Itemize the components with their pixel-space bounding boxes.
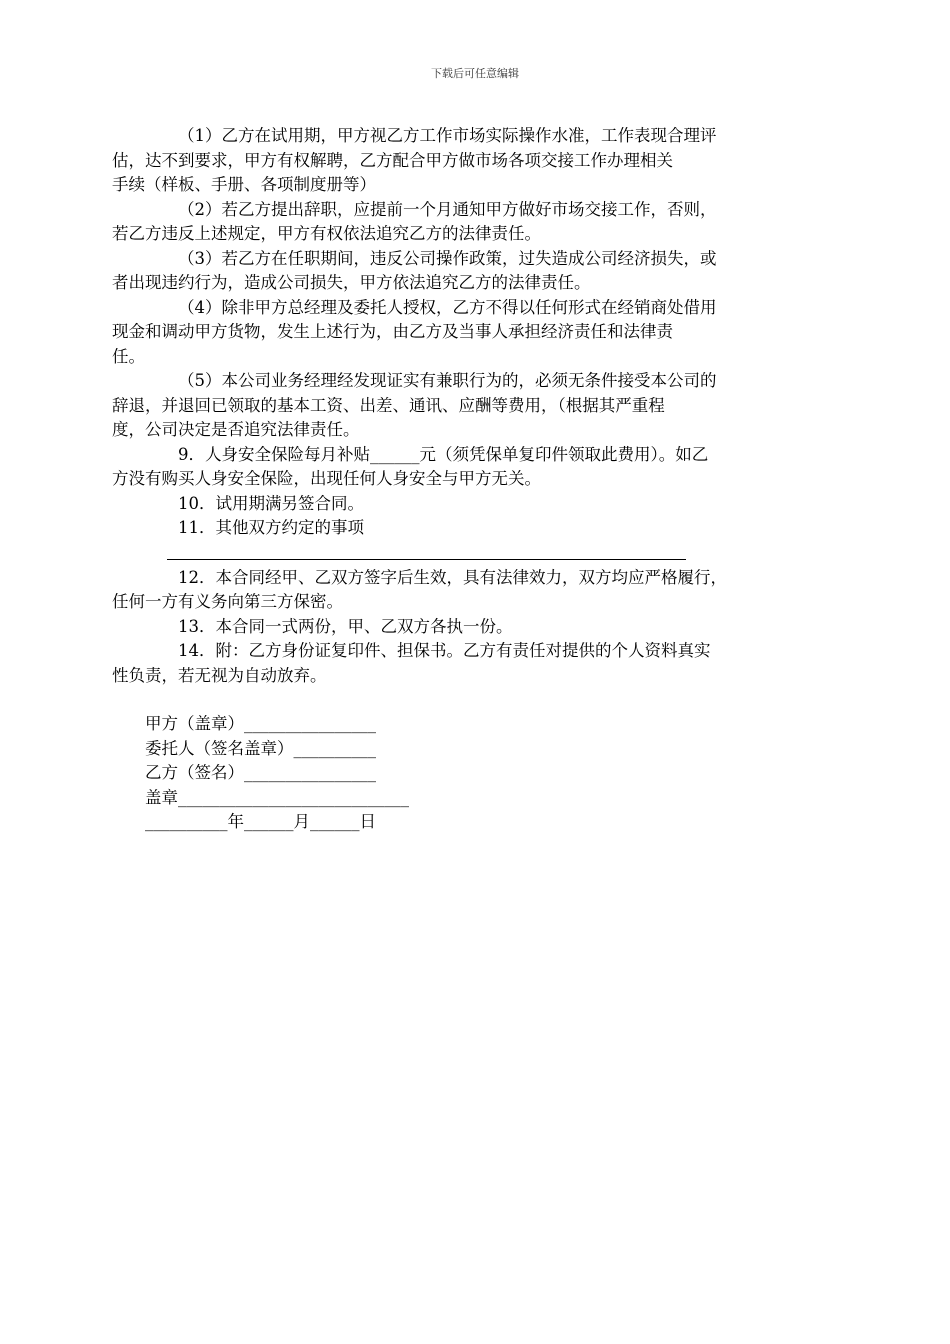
delegate-signature: 委托人（签名盖章）__________ — [145, 738, 376, 758]
party-b-signature: 乙方（签名）________________ — [145, 763, 376, 782]
text-line: 辞退，并退回已领取的基本工资、出差、通讯、应酬等费用，（根据其严重程 — [112, 395, 665, 415]
blank-fill-line — [167, 541, 686, 560]
clause-4 — [112, 296, 821, 370]
text-line: 现金和调动甲方货物，发生上述行为，由乙方及当事人承担经济责任和法律责 — [112, 322, 673, 341]
clause-2 — [112, 198, 821, 247]
spacer — [145, 688, 821, 712]
text-line: 11．其他双方约定的事项 — [178, 518, 364, 537]
text-line: （5）本公司业务经理经发现证实有兼职行为的，必须无条件接受本公司的 — [178, 371, 717, 390]
clause-11 — [145, 516, 821, 541]
contract-body — [112, 124, 821, 835]
text-line: 12．本合同经甲、乙双方签字后生效，具有法律效力，双方均应严格履行， — [178, 567, 727, 587]
clause-3 — [112, 247, 821, 296]
text-line: 14．附：乙方身份证复印件、担保书。乙方有责任对提供的个人资料真实 — [178, 641, 711, 660]
clause-14 — [112, 639, 821, 688]
text-line: （2）若乙方提出辞职，应提前一个月通知甲方做好市场交接工作，否则， — [178, 199, 717, 219]
signature-block — [145, 712, 821, 835]
date-line: __________年______月______日 — [145, 812, 376, 831]
clause-5 — [112, 369, 821, 443]
text-line: （3）若乙方在任职期间，违反公司操作政策，过失造成公司经济损失，或 — [178, 248, 717, 268]
text-line: 者出现违约行为，造成公司损失，甲方依法追究乙方的法律责任。 — [112, 273, 591, 292]
clause-9 — [112, 443, 821, 492]
text-line: 性负责，若无视为自动放弃。 — [112, 665, 327, 685]
text-line: 13．本合同一式两份，甲、乙双方各执一份。 — [178, 616, 513, 636]
text-line: 方没有购买人身安全保险，出现任何人身安全与甲方无关。 — [112, 469, 541, 488]
text-line: （4）除非甲方总经理及委托人授权，乙方不得以任何形式在经销商处借用 — [178, 297, 717, 317]
text-line: 任何一方有义务向第三方保密。 — [112, 592, 343, 611]
clause-1 — [112, 124, 821, 198]
clause-10 — [145, 492, 821, 517]
seal-line: 盖章____________________________ — [145, 787, 409, 807]
text-line: 10．试用期满另签合同。 — [178, 493, 364, 513]
clause-12 — [112, 566, 821, 615]
text-line: 任。 — [112, 346, 145, 366]
text-line: 若乙方违反上述规定，甲方有权依法追究乙方的法律责任。 — [112, 224, 541, 243]
page-header: 下载后可任意编辑 — [431, 67, 519, 80]
text-line: 度，公司决定是否追究法律责任。 — [112, 420, 360, 439]
party-a-signature: 甲方（盖章）________________ — [145, 714, 376, 733]
text-line: （1）乙方在试用期，甲方视乙方工作市场实际操作水准，工作表现合理评 — [178, 126, 717, 145]
clause-13 — [145, 615, 821, 640]
text-line: 估，达不到要求，甲方有权解聘，乙方配合甲方做市场各项交接工作办理相关 — [112, 150, 673, 170]
text-line: 9．人身安全保险每月补贴______元（须凭保单复印件领取此费用）。如乙 — [178, 444, 709, 464]
text-line: 手续（样板、手册、各项制度册等） — [112, 175, 376, 194]
